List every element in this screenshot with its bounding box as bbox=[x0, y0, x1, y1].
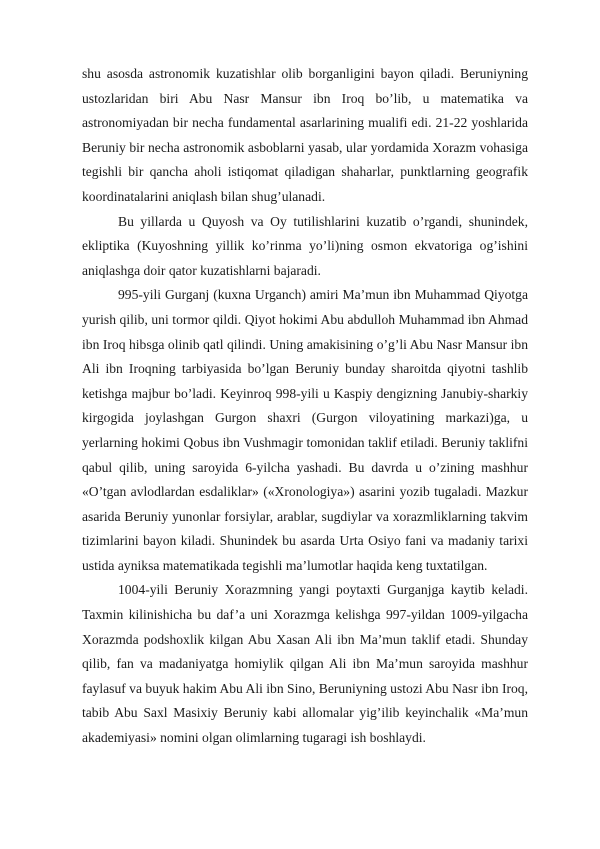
paragraph-4: 1004-yili Beruniy Xorazmning yangi poytaxti Gurganjga kaytib keladi. Taxmin kilinishicha bu daf’a uni Xorazmga kelishga 997-yildan 1009-yilgacha Xorazmda podshoxlik kilgan Abu Xasan Ali ibn Ma’mun taklif etadi. Shunday qilib, fan va madaniyatga homiylik qilgan Ali ibn Ma’mun saroyida mashhur faylasuf va buyuk hakim Abu Ali ibn Sino, Beruniyning ustozi Abu Nasr ibn Iroq, tabib Abu Saxl Masixiy Beruniy kabi allomalar yig’ilib keyinchalik «Ma’mun akademiyasi» nomini olgan olimlarning tugaragi ish boshlaydi. bbox=[82, 582, 528, 746]
body-text bbox=[82, 62, 528, 751]
paragraph-1: shu asosda astronomik kuzatishlar olib borganligini bayon qiladi. Beruniyning ustozlaridan biri Abu Nasr Mansur ibn Iroq bo’lib, u matematika va astronomiyadan bir necha fundamental asarlarining mualifi edi. 21-22 yoshlarida Beruniy bir necha astronomik asboblarni yasab, ular yordamida Xorazm vohasiga tegishli bir qancha aholi istiqomat qiladigan shaharlar, punktlarning geografik koordinatalarini aniqlash bilan shug’ulanadi. bbox=[82, 66, 528, 204]
paragraph-2: Bu yillarda u Quyosh va Oy tutilishlarini kuzatib o’rgandi, shunindek, ekliptika (Kuyoshning yillik ko’rinma yo’li)ning osmon ekvatoriga og’ishini aniqlashga doir qator kuzatishlarni bajaradi. bbox=[82, 213, 528, 278]
paragraph-3: 995-yili Gurganj (kuxna Urganch) amiri Ma’mun ibn Muhammad Qiyotga yurish qilib, uni tormor qildi. Qiyot hokimi Abu abdulloh Muhammad ibn Ahmad ibn Iroq hibsga olinib qatl qilindi. Uning amakisining o’g’li Abu Nasr Mansur ibn Ali ibn Iroqning tarbiyasida bo’lgan Beruniy bunday sharoitda qiyotni tashlib ketishga majbur bo’ladi. Keyinroq 998-yili u Kaspiy dengizning Janubiy-sharkiy kirgogida joylashgan Gurgon shaxri (Gurgon viloyatining markazi)ga, u yerlarning hokimi Qobus ibn Vushmagir tomonidan taklif etiladi. Beruniy taklifni qabul qilib, uning saroyida 6-yilcha yashadi. Bu davrda u o’zining mashhur «O’tgan avlodlardan esdaliklar» («Xronologiya») asarini yozib tugaladi. Mazkur asarida Beruniy yunonlar forsiylar, arablar, sugdiylar va xorazmliklarning takvim tizimlarini bayon kiladi. Shunindek bu asarda Urta Osiyo fani va madaniy tarixi ustida ayniksa matematikada tegishli ma’lumotlar haqida keng tuxtatilgan. bbox=[82, 287, 528, 573]
